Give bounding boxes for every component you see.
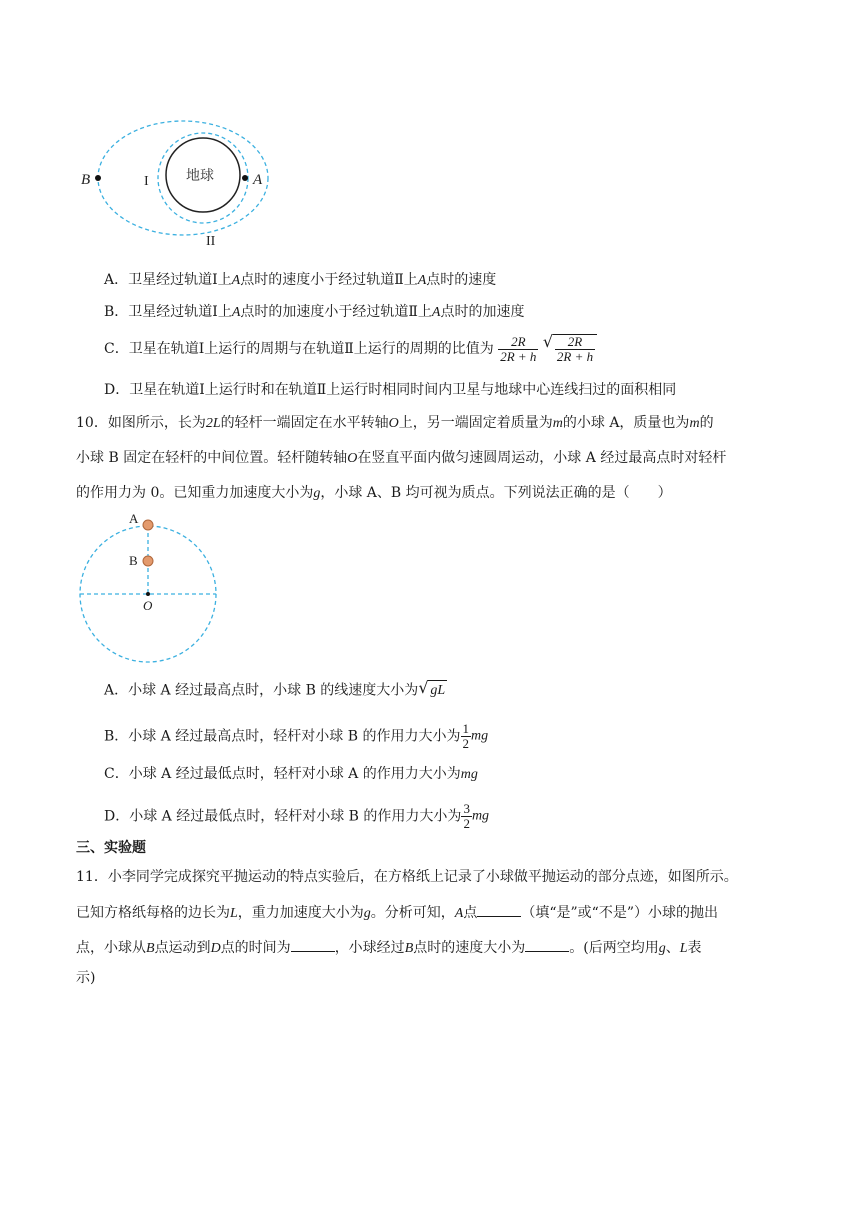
q9-c-fraction: $\frac{2R}{2R + h}$: [500, 333, 537, 364]
orbit-1-label: I: [144, 174, 149, 189]
q10-d-fraction: $\frac{3}{2}$: [463, 801, 470, 831]
q10-b-fraction: $\frac{1}{2}$: [462, 721, 469, 751]
orbit-figure: [78, 118, 278, 253]
section-heading: 三、实验题: [76, 840, 146, 856]
ball-b: [143, 556, 153, 566]
point-b-label: B: [81, 172, 91, 188]
earth-label: 地球: [186, 168, 214, 184]
q10-option-d: D．小球 A 经过最低点时，轻杆对小球 B 的作用力大小为 $\frac{3}{2}$ mg: [104, 801, 490, 831]
q10-line-3: 的作用力为 0。已知重力加速度大小为g，小球 A、B 均可视为质点。下列说法正确的是（ ）: [76, 485, 672, 501]
rod-figure: [76, 508, 226, 668]
q9-option-d: D．卫星在轨道Ⅰ上运行时和在轨道Ⅱ上运行时相同时间内卫星与地球中心连线扫过的面积相同: [104, 382, 677, 398]
q10-line-1: 10．如图所示，长为2L的轻杆一端固定在水平转轴O上，另一端固定着质量为m的小球 A，质量也为m的: [76, 415, 714, 431]
q11-line-3: 点，小球从B点运动到D点的时间为 ，小球经过B点时的速度大小为 。(后两空均用g、L表: [76, 937, 702, 959]
q10-option-b: B．小球 A 经过最高点时，轻杆对小球 B 的作用力大小为 $\frac{1}{2}$ mg: [104, 721, 489, 751]
answer-blank-1[interactable]: [477, 902, 521, 917]
label-o: O: [143, 598, 153, 613]
point-a-label: A: [253, 172, 263, 188]
q10-option-a: A．小球 A 经过最高点时，小球 B 的线速度大小为 √ gL: [104, 680, 447, 701]
answer-blank-3[interactable]: [525, 937, 569, 952]
q11-line-4: 示): [76, 970, 96, 986]
q9-option-b: B．卫星经过轨道Ⅰ上A点时的加速度小于经过轨道Ⅱ上A点时的加速度: [104, 304, 525, 320]
q9-option-c: C．卫星在轨道Ⅰ上运行的周期与在轨道Ⅱ上运行的周期的比值为 $\frac{2R}{2R + h}$ √ $\frac{2R}{2R + h}$: [104, 334, 597, 364]
q10-line-2: 小球 B 固定在轻杆的中间位置。轻杆随转轴O在竖直平面内做匀速圆周运动，小球 A 经过最高点时对轻杆: [76, 450, 727, 466]
q11-line-1: 11．小李同学完成探究平抛运动的特点实验后，在方格纸上记录了小球做平抛运动的部分点迹，如图所示。: [76, 869, 738, 885]
ball-a: [143, 520, 153, 530]
q11-line-2: 已知方格纸每格的边长为L，重力加速度大小为g。分析可知，A点 （填“是”或“不是”）小球的抛出: [76, 902, 718, 924]
q10-option-c: C．小球 A 经过最低点时，轻杆对小球 A 的作用力大小为mg: [104, 766, 478, 782]
label-a: A: [129, 511, 139, 526]
q9-c-sqrt: √ $\frac{2R}{2R + h}$: [543, 334, 597, 364]
orbit-2-label: II: [206, 234, 216, 249]
q10-a-sqrt: √ gL: [418, 680, 447, 701]
point-a-dot: [242, 175, 248, 181]
label-b: B: [129, 553, 138, 568]
point-b-dot: [95, 175, 101, 181]
q9-option-a: A．卫星经过轨道Ⅰ上A点时的速度小于经过轨道Ⅱ上A点时的速度: [104, 272, 497, 288]
point-o-dot: [146, 592, 150, 596]
answer-blank-2[interactable]: [291, 937, 335, 952]
